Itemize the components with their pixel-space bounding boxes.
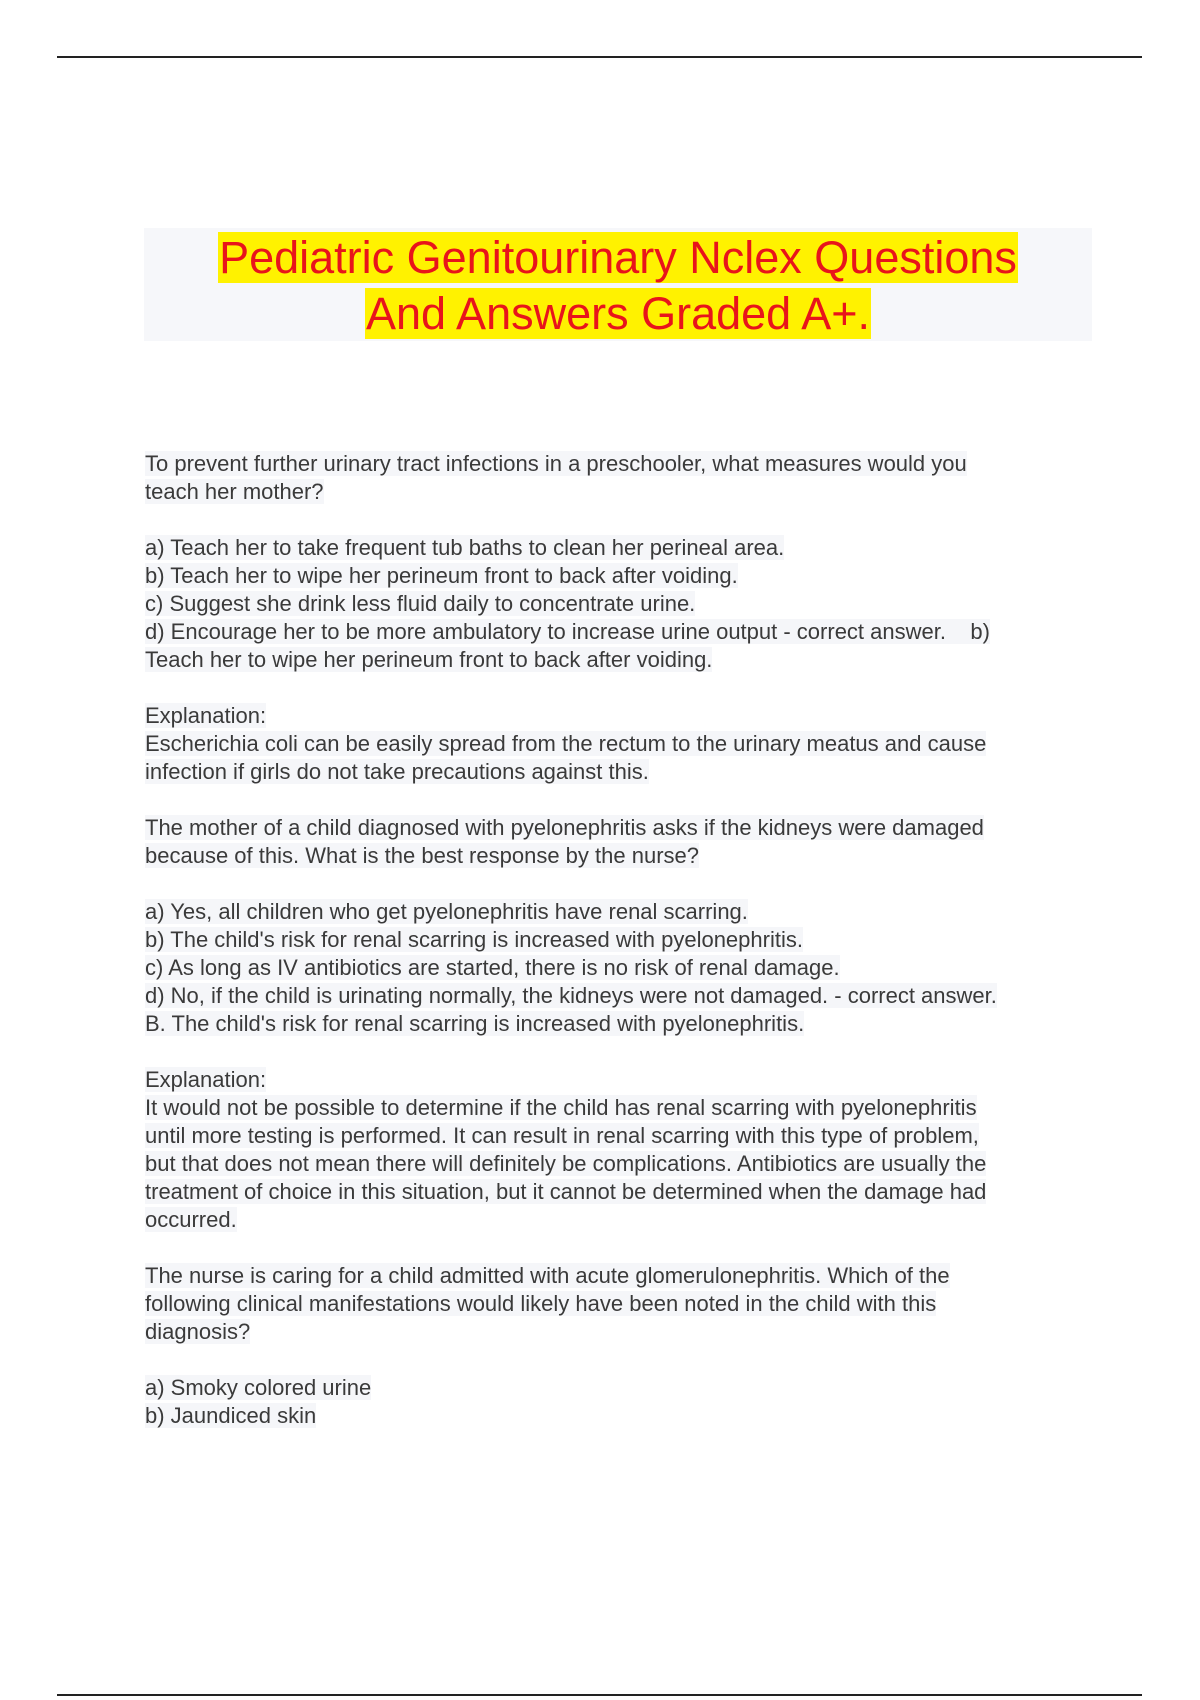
explanation-text-line: It would not be possible to determine if the child has renal scarring with pyelonephritis xyxy=(145,1095,977,1120)
explanation-text-line: Escherichia coli can be easily spread from the rectum to the urinary meatus and cause xyxy=(145,731,987,756)
correct-answer-text: B. The child's risk for renal scarring is increased with pyelonephritis. xyxy=(145,1011,805,1036)
question-text-line: teach her mother? xyxy=(145,479,324,504)
question-text-line: To prevent further urinary tract infections in a preschooler, what measures would you xyxy=(145,451,967,476)
answer-option-b: b) The child's risk for renal scarring is increased with pyelonephritis. xyxy=(145,927,803,952)
correct-answer-text: Teach her to wipe her perineum front to back after voiding. xyxy=(145,647,713,672)
document-body xyxy=(145,450,1090,1430)
explanation-text-line: treatment of choice in this situation, but it cannot be determined when the damage had xyxy=(145,1179,987,1204)
question-text-line: diagnosis? xyxy=(145,1319,251,1344)
explanation-text-line: occurred. xyxy=(145,1207,237,1232)
question-block-3 xyxy=(145,1262,1090,1430)
question-text-line: The nurse is caring for a child admitted with acute glomerulonephritis. Which of the xyxy=(145,1263,950,1288)
answer-option-b: b) Teach her to wipe her perineum front to back after voiding. xyxy=(145,563,738,588)
bottom-rule xyxy=(57,1694,1142,1696)
page-title xyxy=(144,228,1092,342)
explanation-label: Explanation: xyxy=(145,703,267,728)
explanation-text-line: until more testing is performed. It can result in renal scarring with this type of problem, xyxy=(145,1123,979,1148)
question-text-line: following clinical manifestations would likely have been noted in the child with this xyxy=(145,1291,937,1316)
answer-option-c: c) Suggest she drink less fluid daily to concentrate urine. xyxy=(145,591,696,616)
question-block-2 xyxy=(145,814,1090,1234)
explanation-text-line: but that does not mean there will definitely be complications. Antibiotics are usually the xyxy=(145,1151,987,1176)
answer-option-d: d) No, if the child is urinating normally, the kidneys were not damaged. - correct answer. xyxy=(145,983,997,1008)
answer-option-b: b) Jaundiced skin xyxy=(145,1403,317,1428)
question-block-1 xyxy=(145,450,1090,786)
answer-option-a: a) Yes, all children who get pyelonephritis have renal scarring. xyxy=(145,899,748,924)
title-line-2: And Answers Graded A+. xyxy=(365,288,871,339)
answer-option-c: c) As long as IV antibiotics are started, there is no risk of renal damage. xyxy=(145,955,840,980)
title-banner xyxy=(144,228,1092,341)
answer-option-a: a) Smoky colored urine xyxy=(145,1375,372,1400)
explanation-text-line: infection if girls do not take precautions against this. xyxy=(145,759,649,784)
question-text-line: The mother of a child diagnosed with pyelonephritis asks if the kidneys were damaged xyxy=(145,815,984,840)
title-line-1: Pediatric Genitourinary Nclex Questions xyxy=(219,232,1017,283)
answer-option-a: a) Teach her to take frequent tub baths to clean her perineal area. xyxy=(145,535,785,560)
explanation-label: Explanation: xyxy=(145,1067,267,1092)
answer-option-d: d) Encourage her to be more ambulatory to increase urine output - correct answer. b) xyxy=(145,619,990,644)
top-rule xyxy=(57,56,1142,58)
question-text-line: because of this. What is the best response by the nurse? xyxy=(145,843,699,868)
